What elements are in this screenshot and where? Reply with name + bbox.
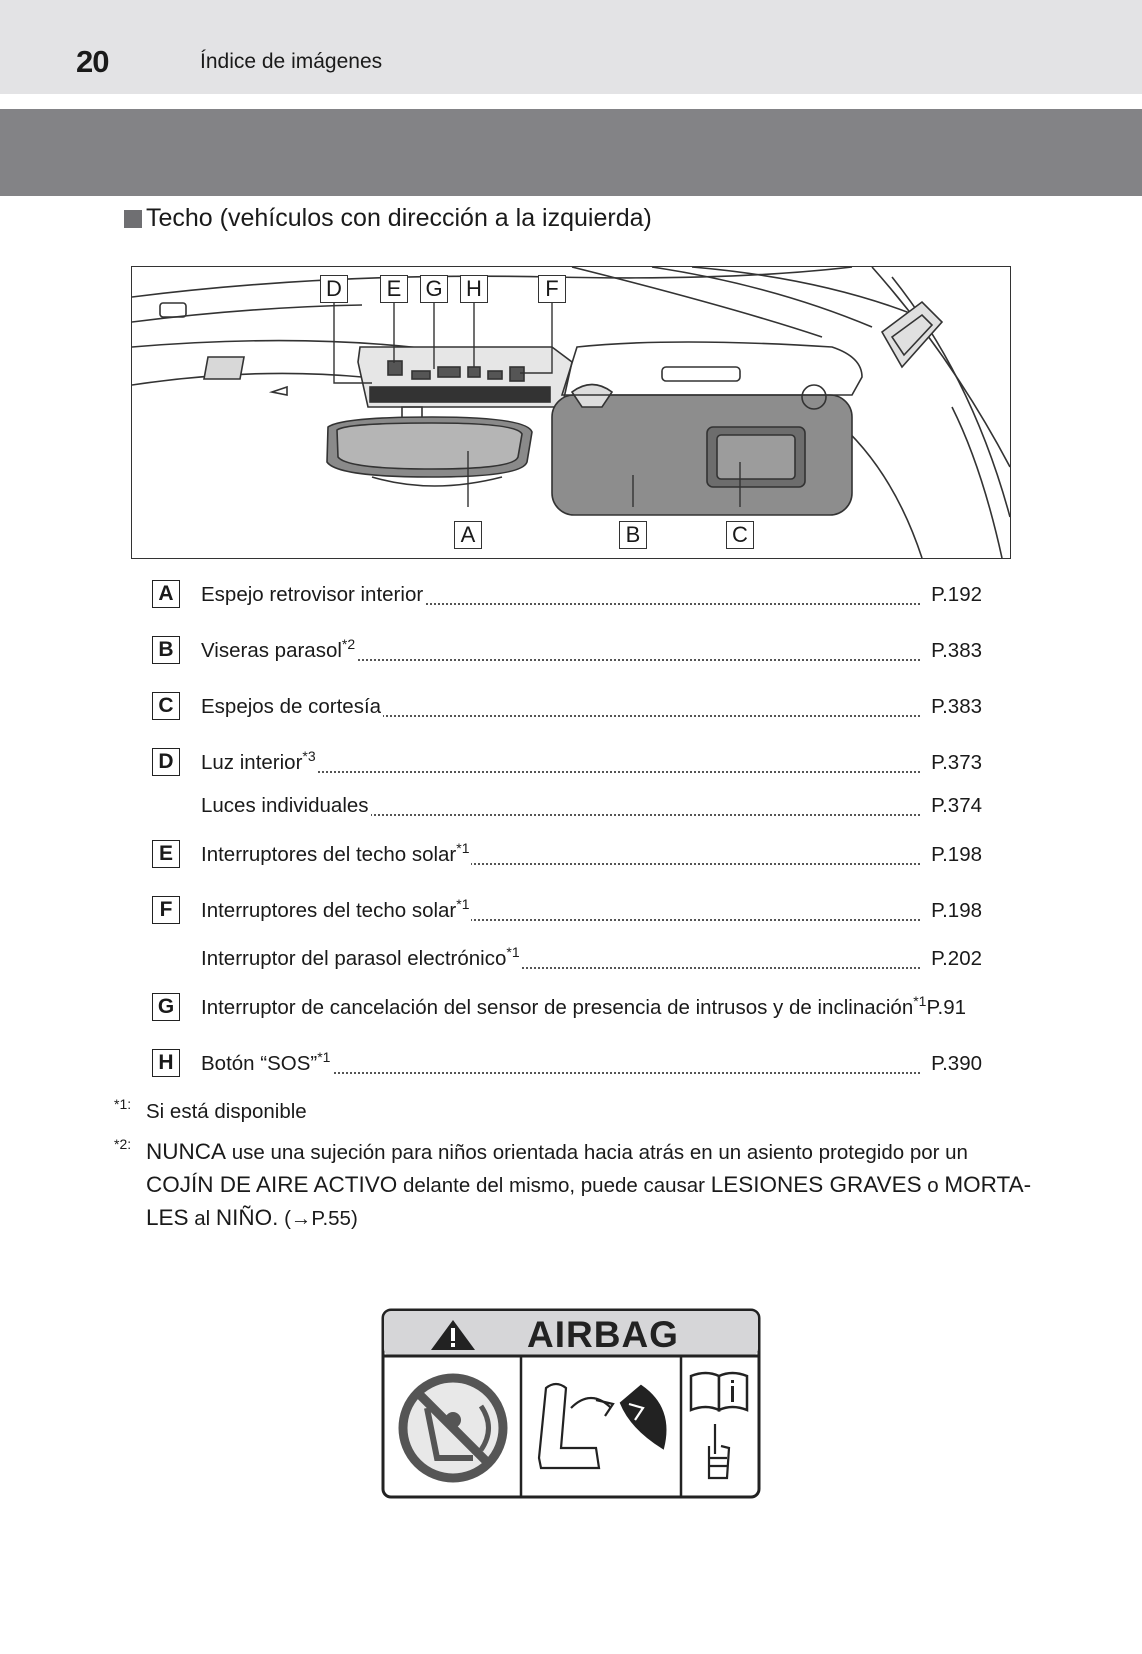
footnote-ref: *1 — [506, 944, 520, 960]
roof-drawing — [132, 267, 1010, 558]
page-ref-link[interactable]: P.383 — [931, 639, 982, 662]
body-text: o — [921, 1174, 945, 1197]
letter-box: C — [152, 692, 180, 720]
entry-label: Espejo retrovisor interior — [201, 583, 424, 606]
letter-box: H — [152, 1049, 180, 1077]
entry-label: Interruptor de cancelación del sensor de presencia de intrusos y de inclinación — [201, 996, 914, 1019]
page-ref-link[interactable]: P.374 — [931, 794, 982, 817]
callout-a: A — [454, 521, 482, 549]
list-item — [152, 894, 982, 928]
body-text: al — [188, 1207, 216, 1230]
footnote-ref: *1 — [456, 896, 470, 912]
entry-label: Interruptores del techo solar — [201, 899, 457, 922]
emphasis-text: MORTA-LES — [146, 1172, 1032, 1230]
footnote-text: Si está disponible — [146, 1100, 307, 1123]
page-ref-link[interactable]: P.192 — [931, 583, 982, 606]
section-band — [0, 109, 1142, 196]
footnote-mark: *1: — [114, 1096, 132, 1112]
section-bullet-icon — [124, 210, 142, 228]
body-text: use una sujeción para niños orientada hacia atrás en un asiento protegido por un — [226, 1141, 968, 1164]
page-ref-link[interactable]: P.383 — [931, 695, 982, 718]
body-text: delante del mismo, puede causar — [397, 1174, 711, 1197]
footnote-ref: *1 — [913, 993, 927, 1009]
letter-box: E — [152, 840, 180, 868]
list-item — [152, 942, 982, 976]
callout-c: C — [726, 521, 754, 549]
page-ref-link[interactable]: P.198 — [931, 899, 982, 922]
emphasis-text: NUNCA — [146, 1139, 227, 1164]
no-rear-facing-child-seat-icon — [403, 1378, 503, 1478]
letter-box: A — [152, 580, 180, 608]
list-item — [152, 634, 982, 668]
letter-box: B — [152, 636, 180, 664]
airbag-warning-label — [381, 1308, 761, 1499]
list-item — [152, 838, 982, 872]
page-number: 20 — [76, 44, 109, 79]
letter-box: G — [152, 993, 180, 1021]
page-ref-link[interactable]: P.390 — [931, 1052, 982, 1075]
callout-e: E — [380, 275, 408, 303]
entry-label: Interruptor del parasol electrónico — [201, 947, 507, 970]
entry-label: Viseras parasol — [201, 639, 342, 662]
footnote-ref: *3 — [302, 748, 316, 764]
emphasis-text: NIÑO. — [215, 1205, 279, 1230]
footnote-text — [146, 1136, 1036, 1235]
emphasis-text: COJÍN DE AIRE ACTIVO — [146, 1172, 398, 1197]
callout-d: D — [320, 275, 348, 303]
letter-box: F — [152, 896, 180, 924]
callout-f: F — [538, 275, 566, 303]
footnote-ref: *2 — [341, 636, 356, 652]
manual-book-icon — [691, 1373, 747, 1410]
list-item — [152, 578, 982, 612]
list-item — [152, 690, 982, 724]
entry-label: Botón “SOS” — [201, 1052, 318, 1075]
callout-b: B — [619, 521, 647, 549]
header-bar — [0, 0, 1142, 94]
page-ref-link[interactable]: P.202 — [931, 947, 982, 970]
entry-label: Luz interior — [201, 751, 303, 774]
roof-illustration — [131, 266, 1011, 559]
list-item — [152, 746, 982, 780]
callout-h: H — [460, 275, 488, 303]
page-ref-link[interactable]: P.91 — [926, 996, 966, 1019]
footnote-ref: *1 — [317, 1049, 331, 1065]
list-item — [152, 991, 982, 1025]
entry-label: Espejos de cortesía — [201, 695, 382, 718]
callout-g: G — [420, 275, 448, 303]
running-title: Índice de imágenes — [200, 50, 383, 73]
cross-reference[interactable]: (→P.55) — [278, 1207, 358, 1230]
emphasis-text: LESIONES GRAVES — [710, 1172, 922, 1197]
letter-box: D — [152, 748, 180, 776]
airbag-title: AIRBAG — [527, 1314, 679, 1355]
list-item — [152, 1047, 982, 1081]
page-ref-link[interactable]: P.198 — [931, 843, 982, 866]
section-title-text: Techo (vehículos con dirección a la izquierda) — [146, 204, 652, 232]
footnote-mark: *2: — [114, 1136, 132, 1152]
page-ref-link[interactable]: P.373 — [931, 751, 982, 774]
entry-label: Interruptores del techo solar — [201, 843, 457, 866]
footnote-ref: *1 — [456, 840, 470, 856]
list-item — [152, 789, 982, 823]
entry-label: Luces individuales — [201, 794, 369, 817]
section-title — [124, 204, 652, 233]
